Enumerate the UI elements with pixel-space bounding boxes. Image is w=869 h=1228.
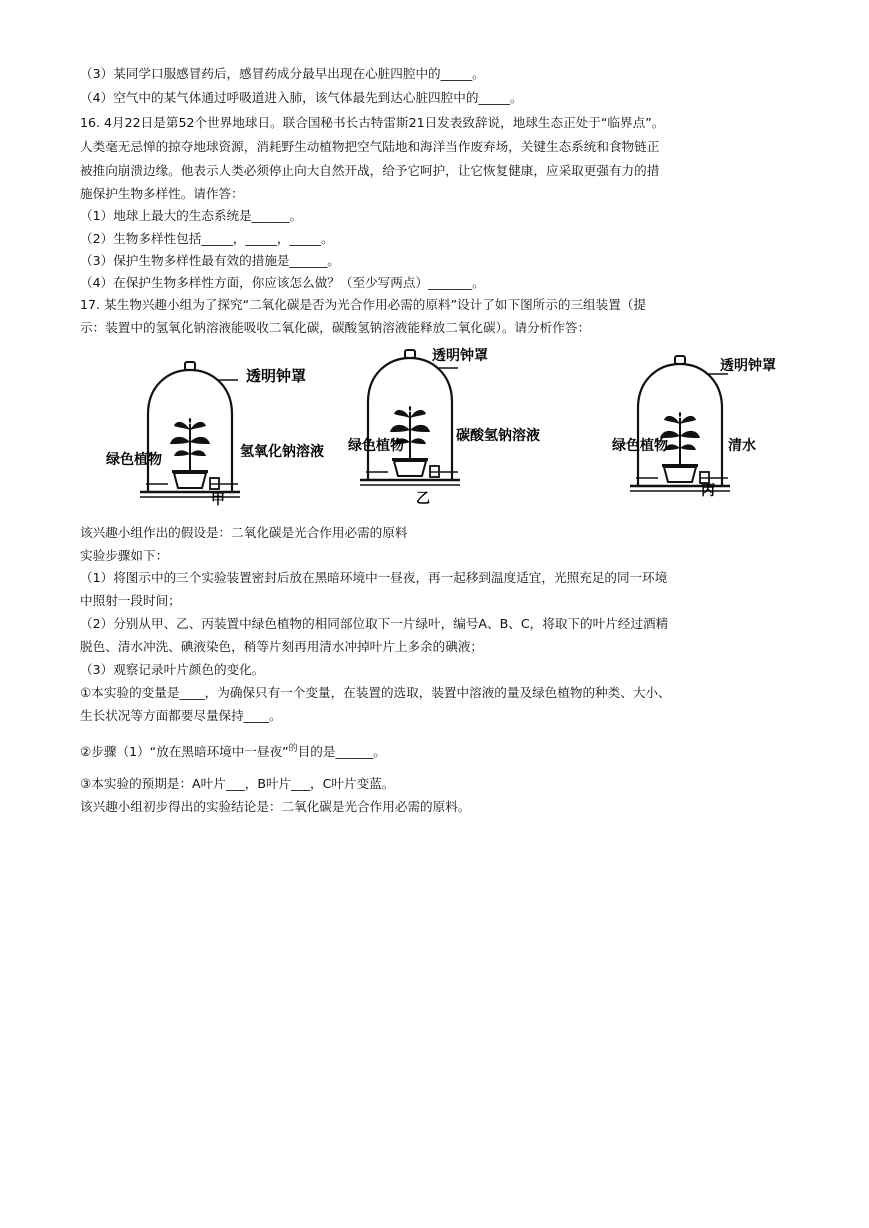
q16-stem-line-1: 16. 4月22日是第52个世界地球日。联合国秘书长古特雷斯21日发表致辞说，地球生态正处于“临界点”。 [80,115,665,130]
yi-cover-label: 透明钟罩 [432,348,488,364]
bing-cover-label: 透明钟罩 [720,358,776,374]
q16-1-line: （1）地球上最大的生态系统是______。 [80,208,303,223]
q17-sub1-line-1: ①本实验的变量是____，为确保只有一个变量，在装置的选取，装置中溶液的量及绿色植物的种类、大小、 [80,685,671,700]
experiment-figure [80,340,780,520]
apparatus-yi [360,350,460,485]
jia-solution-label: 氢氧化钠溶液 [240,444,324,460]
q15-3-line: （3）某同学口服感冒药后，感冒药成分最早出现在心脏四腔中的_____。 [80,66,485,81]
q16-stem-line-4: 施保护生物多样性。请作答： [80,186,244,201]
jia-plant-label: 绿色植物 [106,452,162,468]
q17-step1-line-1: （1）将图示中的三个实验装置密封后放在黑暗环境中一昼夜，再一起移到温度适宜，光照充足的同一环境 [80,570,668,585]
q17-sub3-line: ③本实验的预期是：A叶片___，B叶片___，C叶片变蓝。 [80,776,395,791]
apparatus-jia [140,362,240,497]
q17-step3-line: （3）观察记录叶片颜色的变化。 [80,662,265,677]
q17-stem-line-1: 17. 某生物兴趣小组为了探究“二氧化碳是否为光合作用必需的原料”设计了如下图所示的三组装置（提 [80,297,647,312]
q17-sub1-line-2: 生长状况等方面都要尽量保持____。 [80,708,282,723]
q17-sub2-sup: 的 [288,744,298,754]
q16-2-line: （2）生物多样性包括_____，_____，_____。 [80,231,334,246]
q16-stem-line-2: 人类毫无忌惮的掠夺地球资源，消耗野生动植物把空气陆地和海洋当作废弃场，关键生态系统和食物链正 [80,139,660,154]
yi-plant-label: 绿色植物 [348,438,404,454]
q17-conclusion-line: 该兴趣小组初步得出的实验结论是：二氧化碳是光合作用必需的原料。 [80,799,471,814]
q16-stem-line-3: 被推向崩溃边缘。他表示人类必须停止向大自然开战，给予它呵护，让它恢复健康，应采取更强有力的措 [80,163,660,178]
q17-step1-line-2: 中照射一段时间； [80,593,181,608]
q17-sub2-after: 目的是______。 [297,744,386,760]
bing-caption: 丙 [701,483,715,499]
q17-sub2-line [80,740,795,761]
q15-4-line: （4）空气中的某气体通过呼吸道进入肺，该气体最先到达心脏四腔中的_____。 [80,90,523,105]
yi-caption: 乙 [416,491,430,507]
q16-4-line: （4）在保护生物多样性方面，你应该怎么做？（至少写两点）_______。 [80,275,485,290]
q17-stem-line-2: 示：装置中的氢氧化钠溶液能吸收二氧化碳，碳酸氢钠溶液能释放二氧化碳）。请分析作答： [80,320,591,335]
bing-solution-label: 清水 [728,438,756,454]
apparatus-bing [630,356,730,491]
q16-3-line: （3）保护生物多样性最有效的措施是______。 [80,253,340,268]
q17-steps-heading: 实验步骤如下： [80,548,169,563]
q17-step2-line-1: （2）分别从甲、乙、丙装置中绿色植物的相同部位取下一片绿叶，编号A、B、C，将取下的叶片经过酒精 [80,616,669,631]
jia-caption: 甲 [211,492,225,508]
bing-plant-label: 绿色植物 [612,438,668,454]
jia-cover-label-line-1: 透明钟罩 [246,367,307,385]
apparatus-jia-cover-label [246,367,306,385]
q17-step2-line-2: 脱色、清水冲洗、碘液染色，稍等片刻再用清水冲掉叶片上多余的碘液； [80,639,483,654]
q17-sub2-before: ②步骤（1）“放在黑暗环境中一昼夜” [80,744,289,760]
q17-hypothesis-line: 该兴趣小组作出的假设是：二氧化碳是光合作用必需的原料 [80,525,408,540]
yi-solution-label: 碳酸氢钠溶液 [456,428,540,444]
